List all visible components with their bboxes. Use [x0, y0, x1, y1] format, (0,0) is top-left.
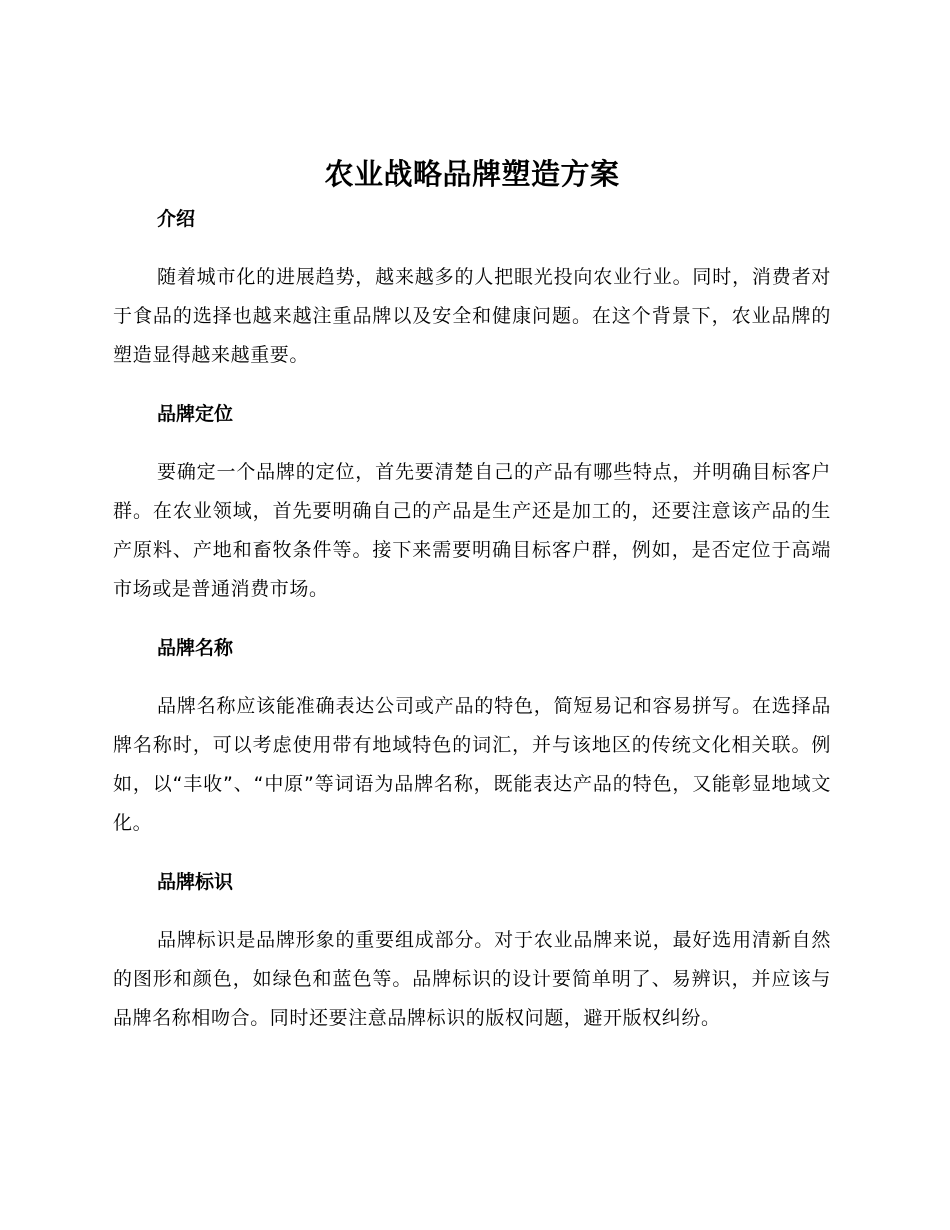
section-paragraph: 要确定一个品牌的定位，首先要清楚自己的产品有哪些特点，并明确目标客户群。在农业领域，首先要明确自己的产品是生产还是加工的，还要注意该产品的生产原料、产地和畜牧条件等。接下来需要明确目标客户群，例如，是否定位于高端市场或是普通消费市场。: [113, 461, 831, 600]
section-paragraph: 随着城市化的进展趋势，越来越多的人把眼光投向农业行业。同时，消费者对于食品的选择也越来越注重品牌以及安全和健康问题。在这个背景下，农业品牌的塑造显得越来越重要。: [113, 266, 831, 366]
section-heading: 品牌定位: [157, 403, 234, 425]
section-intro: [113, 204, 831, 375]
section-paragraph: 品牌标识是品牌形象的重要组成部分。对于农业品牌来说，最好选用清新自然的图形和颜色，如绿色和蓝色等。品牌标识的设计要简单明了、易辨识，并应该与品牌名称相吻合。同时还要注意品牌标识的版权问题，避开版权纠纷。: [113, 929, 831, 1029]
document-page: [113, 150, 831, 1038]
section-paragraph: 品牌名称应该能准确表达公司或产品的特色，简短易记和容易拼写。在选择品牌名称时，可以考虑使用带有地域特色的词汇，并与该地区的传统文化相关联。例如，以“丰收”、“中原”等词语为品牌名称，既能表达产品的特色，又能彰显地域文化。: [113, 695, 831, 834]
section-brand-name: [113, 633, 831, 843]
section-brand-logo: [113, 867, 831, 1038]
section-heading: 品牌名称: [157, 637, 234, 659]
section-heading: 品牌标识: [157, 871, 234, 893]
document-title: 农业战略品牌塑造方案: [324, 157, 620, 191]
section-heading: 介绍: [157, 208, 196, 230]
section-brand-positioning: [113, 399, 831, 609]
